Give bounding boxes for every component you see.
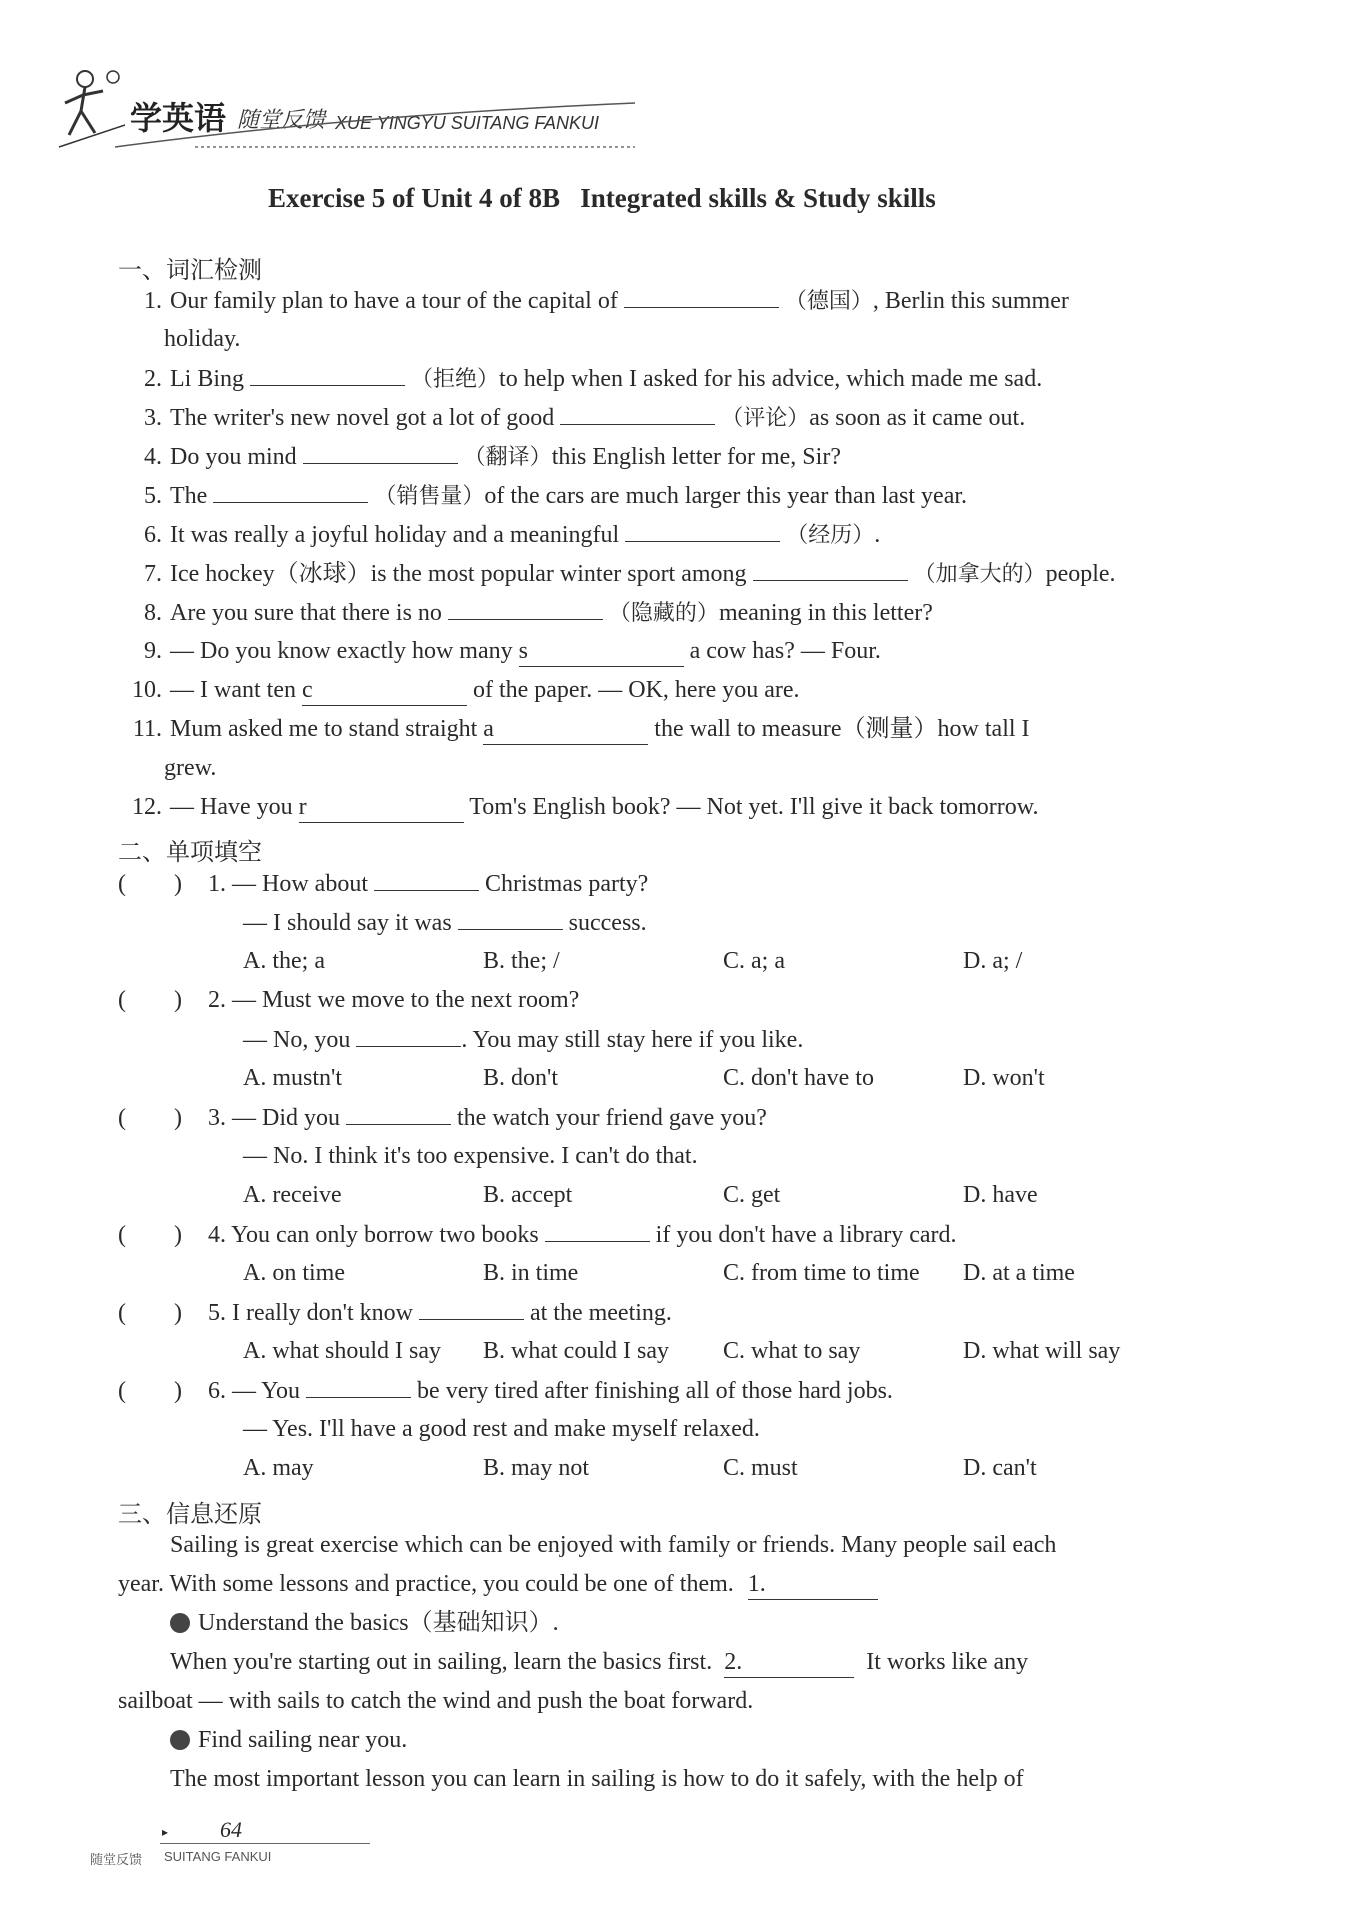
question-line: — Yes. I'll have a good rest and make myself relaxed. [243,1416,760,1442]
header [55,55,655,155]
option-a[interactable]: A. receive [243,1182,342,1208]
option-b[interactable]: B. in time [483,1260,579,1286]
footer [90,1815,390,1875]
option-b[interactable]: B. accept [483,1182,573,1208]
page-number: 64 [220,1817,242,1842]
answer-blank[interactable] [625,519,780,542]
option-d[interactable]: D. won't [963,1065,1045,1091]
answer-blank[interactable]: r [299,792,464,823]
answer-paren[interactable]: ( ) [118,871,182,897]
page-title: Exercise 5 of Unit 4 of 8B Integrated skills & Study skills [268,183,936,213]
option-a[interactable]: A. the; a [243,948,325,974]
option-d[interactable]: D. a; / [963,948,1023,974]
list-item: 12. — Have you r Tom's English book? — Not yet. I'll give it back tomorrow. [118,792,1039,823]
question-line: — No, you . You may still stay here if you like. [243,1024,803,1055]
option-b[interactable]: B. what could I say [483,1338,669,1364]
answer-blank[interactable]: 1. [748,1569,878,1600]
reading-passage [118,1530,1218,1800]
list-item: 11. Mum asked me to stand straight a the wall to measure（测量）how tall I [118,714,1030,745]
answer-blank[interactable] [545,1219,650,1242]
list-item: 7. Ice hockey（冰球）is the most popular winter sport among （加拿大的）people. [118,558,1116,590]
list-item: 4. Do you mind （翻译）this English letter for me, Sir? [118,441,841,473]
option-a[interactable]: A. on time [243,1260,345,1286]
answer-paren[interactable]: ( ) [118,1300,182,1326]
brand-title: 学英语 [130,99,227,137]
paragraph-line: sailboat — with sails to catch the wind and push the boat forward. [118,1688,754,1714]
options-row [243,1336,1120,1366]
header-swoosh-icon [55,55,655,155]
answer-paren[interactable]: ( ) [118,1378,182,1404]
answer-blank[interactable] [250,363,405,386]
list-item-cont: holiday. [164,326,241,352]
option-d[interactable]: D. can't [963,1455,1037,1481]
list-item: 3. The writer's new novel got a lot of good （评论）as soon as it came out. [118,402,1025,434]
paragraph-line: The most important lesson you can learn in sailing is how to do it safely, with the help of [170,1766,1024,1792]
answer-blank[interactable]: a [483,714,648,745]
question-line: — No. I think it's too expensive. I can't do that. [243,1143,698,1169]
answer-blank[interactable] [306,1375,411,1398]
option-c[interactable]: C. a; a [723,948,785,974]
answer-blank[interactable] [419,1297,524,1320]
subheading: Find sailing near you. [170,1725,407,1755]
option-c[interactable]: C. must [723,1455,798,1481]
option-a[interactable]: A. what should I say [243,1338,441,1364]
brand-pinyin: XUE YINGYU SUITANG FANKUI [335,113,600,133]
section1-heading: 一、词汇检测 [118,256,262,284]
answer-blank[interactable]: 2. [724,1647,854,1678]
option-c[interactable]: C. what to say [723,1338,861,1364]
brand-script: 随堂反馈 [237,108,326,133]
option-c[interactable]: C. get [723,1182,781,1208]
answer-blank[interactable]: c [302,675,467,706]
option-b[interactable]: B. don't [483,1065,558,1091]
option-d[interactable]: D. at a time [963,1260,1075,1286]
section2-heading: 二、单项填空 [118,838,262,866]
question-row: ( ) 2. — Must we move to the next room? [118,987,580,1013]
answer-blank[interactable] [624,285,779,308]
option-d[interactable]: D. have [963,1182,1038,1208]
list-item: 1. Our family plan to have a tour of the capital of （德国）, Berlin this summer [118,285,1069,317]
list-item: 8. Are you sure that there is no （隐藏的）meaning in this letter? [118,597,933,629]
footer-pinyin: SUITANG FANKUI [164,1849,272,1864]
answer-blank[interactable] [356,1024,461,1047]
page-arrow-icon: ▸ [162,1825,169,1839]
list-item: 9. — Do you know exactly how many s a cow has? — Four. [118,636,881,667]
options-row [243,1258,1075,1288]
answer-blank[interactable] [213,480,368,503]
list-item: 2. Li Bing （拒绝）to help when I asked for his advice, which made me sad. [118,363,1042,395]
option-c[interactable]: C. don't have to [723,1065,874,1091]
answer-paren[interactable]: ( ) [118,1222,182,1248]
options-row [243,1180,1038,1210]
options-row [243,1453,1037,1483]
answer-paren[interactable]: ( ) [118,1105,182,1131]
options-row [243,1063,1045,1093]
bullet-icon [170,1730,190,1750]
option-d[interactable]: D. what will say [963,1338,1121,1364]
question-row: ( ) 5. I really don't know at the meeting. [118,1297,672,1328]
option-b[interactable]: B. the; / [483,948,560,974]
list-item: 10. — I want ten c of the paper. — OK, here you are. [118,675,800,706]
mcq-list [118,868,1218,1488]
paragraph-line: year. With some lessons and practice, you could be one of them. 1. [118,1569,878,1600]
options-row [243,946,1022,976]
option-c[interactable]: C. from time to time [723,1260,920,1286]
question-row: ( ) 6. — You be very tired after finishing all of those hard jobs. [118,1375,893,1406]
answer-blank[interactable] [458,907,563,930]
answer-blank[interactable] [560,402,715,425]
subheading: Understand the basics（基础知识）. [170,1608,559,1638]
option-b[interactable]: B. may not [483,1455,589,1481]
bullet-icon [170,1613,190,1633]
section3-heading: 三、信息还原 [118,1500,262,1528]
answer-paren[interactable]: ( ) [118,987,182,1013]
question-row: ( ) 4. You can only borrow two books if you don't have a library card. [118,1219,957,1250]
option-a[interactable]: A. may [243,1455,314,1481]
answer-blank[interactable] [448,597,603,620]
question-row: ( ) 1. — How about Christmas party? [118,868,648,899]
question-row: ( ) 3. — Did you the watch your friend gave you? [118,1102,767,1133]
list-item-cont: grew. [164,755,217,781]
paragraph-line: When you're starting out in sailing, learn the basics first. 2. It works like any [170,1647,1028,1678]
footer-brand: 随堂反馈 [90,1853,143,1868]
answer-blank[interactable]: s [519,636,684,667]
answer-blank[interactable] [346,1102,451,1125]
list-item: 5. The （销售量）of the cars are much larger this year than last year. [118,480,967,512]
answer-blank[interactable] [303,441,458,464]
option-a[interactable]: A. mustn't [243,1065,342,1091]
list-item: 6. It was really a joyful holiday and a meaningful （经历）. [118,519,880,551]
answer-blank[interactable] [753,558,908,581]
answer-blank[interactable] [374,868,479,891]
paragraph-line: Sailing is great exercise which can be enjoyed with family or friends. Many people sail each [170,1532,1057,1558]
question-line: — I should say it was success. [243,907,647,938]
